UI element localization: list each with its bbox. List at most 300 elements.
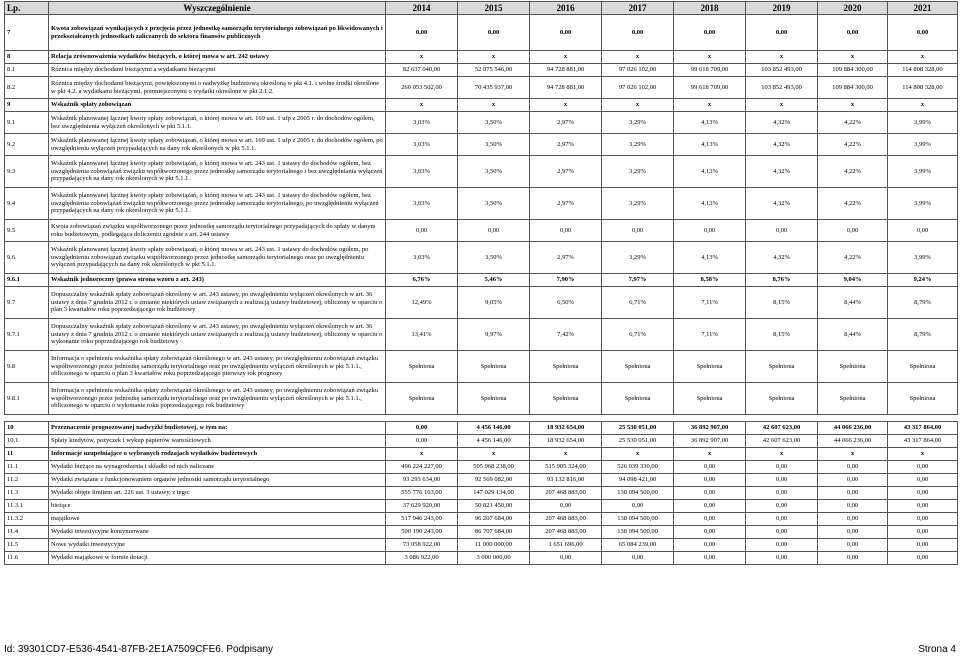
row-value: 4,22% — [818, 242, 888, 274]
row-value: 44 066 236,00 — [818, 435, 888, 448]
table-row — [5, 220, 958, 242]
row-value: 6,50% — [530, 287, 602, 319]
row-lp: 8 — [5, 51, 49, 64]
row-description: Wskaźnik planowanej łącznej kwoty spłaty zobowiązań, o której mowa w art. 243 ust. 1 ustawy do dochodów ogółem, po uwzględnieniu zobowiązań związku współtworzonego przez jednostkę samorządu terytorialnego oraz po uwzględnieniu wyłączeń przypadających na dany rok określonych w pkt 5.1.1. — [49, 242, 386, 274]
row-lp: 9.6 — [5, 242, 49, 274]
row-value: 103 852 493,00 — [746, 77, 818, 99]
row-value: 0,00 — [818, 461, 888, 474]
row-value: 42 607 623,00 — [746, 435, 818, 448]
row-value: 97 026 102,00 — [602, 77, 674, 99]
row-value: Spełniona — [818, 351, 888, 383]
row-value: Spełniona — [602, 351, 674, 383]
row-value: x — [386, 99, 458, 112]
table-row — [5, 435, 958, 448]
table-row — [5, 526, 958, 539]
row-value: 37 629 920,00 — [386, 500, 458, 513]
row-value: Spełniona — [530, 351, 602, 383]
row-description: Wskaźnik planowanej łącznej kwoty spłaty zobowiązań, o której mowa w art. 169 ust. 1 ufp z 2005 r. do dochodów ogółem, po uwzględnieniu wyłączeń przypadających na dany rok określonych w pkt 5.1.1. — [49, 134, 386, 156]
row-lp: 8.1 — [5, 64, 49, 77]
row-value: 3,50% — [458, 134, 530, 156]
row-value: 0,00 — [674, 539, 746, 552]
row-value: 11 000 000,00 — [458, 539, 530, 552]
row-description: Wydatki związane z funkcjonowaniem organów jednostki samorządu terytorialnego — [49, 474, 386, 487]
row-value: 4,13% — [674, 134, 746, 156]
row-description: Wydatki bieżące na wynagrodzenia i składki od nich naliczane — [49, 461, 386, 474]
row-value: 0,00 — [530, 220, 602, 242]
row-value: x — [530, 99, 602, 112]
row-lp: 11.1 — [5, 461, 49, 474]
header-year: 2015 — [458, 2, 530, 15]
table-row — [5, 15, 958, 51]
row-value: 0,00 — [818, 474, 888, 487]
row-value: 3,29% — [602, 156, 674, 188]
row-value: 2,97% — [530, 156, 602, 188]
row-value: 526 039 330,00 — [602, 461, 674, 474]
row-value: 0,00 — [746, 461, 818, 474]
row-value: 0,00 — [530, 15, 602, 51]
row-value: 4,32% — [746, 156, 818, 188]
row-value: 65 084 239,00 — [602, 539, 674, 552]
row-value: x — [458, 99, 530, 112]
row-value: 4,22% — [818, 188, 888, 220]
row-value: 4,13% — [674, 112, 746, 134]
row-value: Spełniona — [888, 351, 958, 383]
header-year: 2017 — [602, 2, 674, 15]
row-value: x — [888, 99, 958, 112]
row-value: 2,97% — [530, 112, 602, 134]
header-lp: Lp. — [5, 2, 49, 15]
row-lp: 9.2 — [5, 134, 49, 156]
row-value: 99 618 709,00 — [674, 77, 746, 99]
row-value: 25 530 051,00 — [602, 422, 674, 435]
row-lp: 9.6.1 — [5, 274, 49, 287]
row-description: Informacja o spełnieniu wskaźnika spłaty zobowiązań określonego w art. 243 ustawy, po uwzględnieniu zobowiązań związku współtworzonego przez jednostkę samorządu terytorialnego oraz po uwzględnieniu wyłączeń określonych w pkt 5.1.1., obliczonego w oparciu o wykonanie roku poprzedzającego rok budżetowy — [49, 383, 386, 415]
row-value: 3,50% — [458, 156, 530, 188]
row-description: Dopuszczalny wskaźnik spłaty zobowiązań określony w art. 243 ustawy, po uwzględnieniu wyłączeń określonych w art. 36 ustawy z dnia 7 grudnia 2012 r. o zmianie niektórych ustaw związanych z realizacją ustawy budżetowej, obliczony w oparciu o plan 3 kwartałów roku poprzedzającego rok budżetowy — [49, 287, 386, 319]
row-value: 3,03% — [386, 156, 458, 188]
row-value: 4,13% — [674, 242, 746, 274]
row-value: Spełniona — [386, 351, 458, 383]
table-row — [5, 448, 958, 461]
row-description: Różnica między dochodami bieżącymi a wydatkami bieżącymi — [49, 64, 386, 77]
row-value: 0,00 — [386, 422, 458, 435]
page-number: Strona 4 — [918, 644, 956, 655]
row-value: 7,90% — [530, 274, 602, 287]
document-id: Id: 39301CD7-E536-4541-87FB-2E1A7509CFE6. Podpisany — [4, 644, 274, 655]
row-description: Wydatki majątkowe w formie dotacji — [49, 552, 386, 565]
row-value: 4 456 146,00 — [458, 422, 530, 435]
row-value: 8,15% — [746, 287, 818, 319]
row-value: x — [818, 51, 888, 64]
row-value: 0,00 — [888, 539, 958, 552]
row-value: Spełniona — [674, 351, 746, 383]
row-value: 4,32% — [746, 242, 818, 274]
row-value: 94 098 421,00 — [602, 474, 674, 487]
row-value: 0,00 — [746, 487, 818, 500]
row-value: 0,00 — [746, 513, 818, 526]
row-lp: 11 — [5, 448, 49, 461]
row-value: 0,00 — [674, 500, 746, 513]
row-lp: 11.3 — [5, 487, 49, 500]
row-value: 86 707 684,00 — [458, 526, 530, 539]
row-value: 0,00 — [530, 552, 602, 565]
row-value: x — [602, 51, 674, 64]
row-description: Kwota zobowiązań związku współtworzonego przez jednostkę samorządu terytorialnego przypadających do spłaty w danym roku budżetowym, podlegająca doliczeniu zgodnie z art. 244 ustawy — [49, 220, 386, 242]
row-value: 496 224 227,00 — [386, 461, 458, 474]
row-value: x — [746, 99, 818, 112]
row-value: 18 932 654,00 — [530, 435, 602, 448]
row-description: Wydatki inwestycyjne kontynuowane — [49, 526, 386, 539]
row-value: 0,00 — [386, 220, 458, 242]
row-value: Spełniona — [674, 383, 746, 415]
row-value: 93 293 634,00 — [386, 474, 458, 487]
row-value: 0,00 — [746, 526, 818, 539]
row-value: 0,00 — [602, 220, 674, 242]
row-value: 0,00 — [818, 526, 888, 539]
row-value: 500 190 243,00 — [386, 526, 458, 539]
row-value: 3,03% — [386, 134, 458, 156]
row-value: 13,41% — [386, 319, 458, 351]
row-value: 0,00 — [888, 526, 958, 539]
row-value: x — [530, 51, 602, 64]
row-value: 0,00 — [818, 15, 888, 51]
row-value: Spełniona — [888, 383, 958, 415]
row-value: 9,04% — [818, 274, 888, 287]
table-row — [5, 77, 958, 99]
row-value: 4,13% — [674, 188, 746, 220]
row-value: 505 968 238,00 — [458, 461, 530, 474]
row-value: 5,46% — [458, 274, 530, 287]
row-value: x — [818, 448, 888, 461]
row-value: x — [386, 448, 458, 461]
row-value: 0,00 — [888, 15, 958, 51]
row-value: 3,99% — [888, 242, 958, 274]
row-value: 114 808 328,00 — [888, 77, 958, 99]
row-lp: 9.4 — [5, 188, 49, 220]
row-value: 82 637 040,00 — [386, 64, 458, 77]
row-value: 114 808 328,00 — [888, 64, 958, 77]
row-value: 0,00 — [674, 474, 746, 487]
row-value: 96 207 684,00 — [458, 513, 530, 526]
row-value: 1 651 696,00 — [530, 539, 602, 552]
row-value: Spełniona — [818, 383, 888, 415]
row-value: 517 946 243,00 — [386, 513, 458, 526]
row-value: Spełniona — [386, 383, 458, 415]
row-value: x — [888, 448, 958, 461]
row-value: 109 884 300,00 — [818, 77, 888, 99]
row-value: x — [674, 51, 746, 64]
row-description: Wskaźnik planowanej łącznej kwoty spłaty zobowiązań, o której mowa w art. 243 ust. 1 ustawy do dochodów ogółem, bez uwzględnienia zobowiązań związku współtworzonego przez jednostkę samorządu terytorialnego, po uwzględnieniu wyłączeń przypadających na dany rok określonych w pkt 5.1.1. — [49, 188, 386, 220]
row-value: 50 821 450,00 — [458, 500, 530, 513]
row-lp: 11.5 — [5, 539, 49, 552]
row-value: 0,00 — [746, 474, 818, 487]
row-value: 3,03% — [386, 242, 458, 274]
row-value: 0,00 — [888, 513, 958, 526]
table-row — [5, 422, 958, 435]
row-value: 6,71% — [602, 287, 674, 319]
table-row — [5, 474, 958, 487]
table-row — [5, 64, 958, 77]
table-row — [5, 242, 958, 274]
row-value: x — [746, 51, 818, 64]
row-value: 0,00 — [818, 552, 888, 565]
row-value: x — [602, 99, 674, 112]
row-description: bieżące — [49, 500, 386, 513]
row-value: 3,03% — [386, 112, 458, 134]
row-value: 8,76% — [746, 274, 818, 287]
row-value: 0,00 — [818, 487, 888, 500]
row-value: 6,71% — [602, 319, 674, 351]
row-value: 0,00 — [888, 461, 958, 474]
row-value: 93 132 816,00 — [530, 474, 602, 487]
row-lp: 10.1 — [5, 435, 49, 448]
row-description: Wskaźnik jednoroczny (prawa strona wzoru z art. 243) — [49, 274, 386, 287]
table-row — [5, 461, 958, 474]
row-value: x — [674, 448, 746, 461]
row-value: 7,11% — [674, 319, 746, 351]
row-lp: 9.8 — [5, 351, 49, 383]
row-value: 6,76% — [386, 274, 458, 287]
row-value: 0,00 — [746, 15, 818, 51]
row-value: 3,29% — [602, 242, 674, 274]
row-value: 4,13% — [674, 156, 746, 188]
row-value: Spełniona — [530, 383, 602, 415]
table-row — [5, 274, 958, 287]
row-value: 3,99% — [888, 134, 958, 156]
row-value: 4,22% — [818, 156, 888, 188]
row-value: 70 435 937,00 — [458, 77, 530, 99]
row-value: 8,79% — [888, 287, 958, 319]
row-value: 2,97% — [530, 134, 602, 156]
row-value: x — [888, 51, 958, 64]
row-description: Wydatki objęte limitem art. 226 ust. 3 ustawy, z tego: — [49, 487, 386, 500]
row-value: 8,79% — [888, 319, 958, 351]
row-value: 36 892 907,00 — [674, 422, 746, 435]
table-row — [5, 383, 958, 415]
row-value: 147 029 134,00 — [458, 487, 530, 500]
row-lp: 9.7.1 — [5, 319, 49, 351]
row-value: 18 932 654,00 — [530, 422, 602, 435]
row-value: x — [602, 448, 674, 461]
row-value: 138 094 500,00 — [602, 526, 674, 539]
row-value: 0,00 — [746, 500, 818, 513]
row-value: 0,00 — [386, 15, 458, 51]
row-value: 4,32% — [746, 188, 818, 220]
row-value: 138 094 500,00 — [602, 513, 674, 526]
row-value: x — [458, 448, 530, 461]
row-value: 0,00 — [602, 552, 674, 565]
row-value: 103 852 493,00 — [746, 64, 818, 77]
row-value: 0,00 — [674, 552, 746, 565]
table-row — [5, 112, 958, 134]
row-description: majątkowe — [49, 513, 386, 526]
table-row — [5, 156, 958, 188]
row-value: 0,00 — [746, 539, 818, 552]
row-description: Nowe wydatki inwestycyjne — [49, 539, 386, 552]
row-value: 0,00 — [458, 15, 530, 51]
row-value: 0,00 — [530, 500, 602, 513]
row-value: 43 317 864,00 — [888, 435, 958, 448]
row-value: 94 728 881,00 — [530, 64, 602, 77]
row-value: Spełniona — [458, 383, 530, 415]
table-row — [5, 188, 958, 220]
row-value: 8,15% — [746, 319, 818, 351]
row-description: Wskaźnik spłaty zobowiązań — [49, 99, 386, 112]
row-description: Różnica między dochodami bieżącymi, powiększonymi o nadwyżkę budżetową określoną w pkt 4.1. i wolne środki określone w pkt 4.2. a wydatkami bieżącymi, pomniejszonymi o wydatki określone w pkt 2.1.2. — [49, 77, 386, 99]
row-value: 207 468 883,00 — [530, 526, 602, 539]
header-year: 2020 — [818, 2, 888, 15]
row-value: 207 468 883,00 — [530, 487, 602, 500]
row-lp: 11.3.2 — [5, 513, 49, 526]
row-lp: 9.3 — [5, 156, 49, 188]
row-value: 0,00 — [818, 500, 888, 513]
row-value: 260 053 502,00 — [386, 77, 458, 99]
row-value: 3,50% — [458, 188, 530, 220]
row-description: Informacje uzupełniające o wybranych rodzajach wydatków budżetowych — [49, 448, 386, 461]
row-value: 0,00 — [818, 513, 888, 526]
row-value: 97 026 102,00 — [602, 64, 674, 77]
row-value: Spełniona — [746, 383, 818, 415]
row-value: 44 066 236,00 — [818, 422, 888, 435]
row-value: 7,97% — [602, 274, 674, 287]
row-description: Dopuszczalny wskaźnik spłaty zobowiązań określony w art. 243 ustawy, po uwzględnieniu wyłączeń określonych w art. 36 ustawy z dnia 7 grudnia 2012 r. o zmianie niektórych ustaw związanych z realizacją ustawy budżetowej, obliczony w oparciu o wykonanie roku poprzedzającego rok budżetowy — [49, 319, 386, 351]
header-year: 2014 — [386, 2, 458, 15]
row-lp: 11.4 — [5, 526, 49, 539]
row-value: Spełniona — [602, 383, 674, 415]
row-value: 0,00 — [674, 487, 746, 500]
row-value: x — [386, 51, 458, 64]
table-row — [5, 99, 958, 112]
table-row — [5, 319, 958, 351]
row-value: 0,00 — [888, 552, 958, 565]
row-value: x — [818, 99, 888, 112]
row-lp: 9 — [5, 99, 49, 112]
row-value: 0,00 — [818, 539, 888, 552]
row-value: 0,00 — [674, 220, 746, 242]
row-value: 92 569 082,00 — [458, 474, 530, 487]
row-value: 0,00 — [674, 15, 746, 51]
row-value: 43 317 864,00 — [888, 422, 958, 435]
row-value: x — [530, 448, 602, 461]
row-value: 207 468 883,00 — [530, 513, 602, 526]
row-value: x — [458, 51, 530, 64]
row-value: 3,29% — [602, 134, 674, 156]
row-value: 7,42% — [530, 319, 602, 351]
row-lp: 10 — [5, 422, 49, 435]
row-value: 138 094 500,00 — [602, 487, 674, 500]
row-value: 3 000 000,00 — [458, 552, 530, 565]
row-value: 3,29% — [602, 112, 674, 134]
row-value: 0,00 — [888, 474, 958, 487]
table-row — [5, 487, 958, 500]
row-value: 0,00 — [602, 500, 674, 513]
row-value: 7,11% — [674, 287, 746, 319]
row-value: 0,00 — [818, 220, 888, 242]
row-value: 4,22% — [818, 134, 888, 156]
row-value: 9,97% — [458, 319, 530, 351]
row-value: 3,29% — [602, 188, 674, 220]
row-value: 8,58% — [674, 274, 746, 287]
row-value: 8,44% — [818, 287, 888, 319]
row-value: 4,32% — [746, 134, 818, 156]
table-row — [5, 134, 958, 156]
table-row — [5, 351, 958, 383]
row-lp: 11.6 — [5, 552, 49, 565]
row-value: 0,00 — [458, 220, 530, 242]
row-description: Wskaźnik planowanej łącznej kwoty spłaty zobowiązań, o której mowa w art. 243 ust. 1 ustawy do dochodów ogółem, bez uwzględnienia zobowiązań związku współtworzonego przez jednostkę samorządu terytorialnego i bez uwzględniania wyłączeń przypadających na dany rok określonych w pkt 5.1.1. — [49, 156, 386, 188]
row-value: Spełniona — [746, 351, 818, 383]
row-lp: 7 — [5, 15, 49, 51]
row-value: 94 728 881,00 — [530, 77, 602, 99]
row-value: 3,99% — [888, 188, 958, 220]
section-gap — [5, 415, 958, 422]
row-lp: 11.2 — [5, 474, 49, 487]
table-row — [5, 500, 958, 513]
row-value: 0,00 — [386, 435, 458, 448]
row-value: 3,50% — [458, 112, 530, 134]
header-year: 2019 — [746, 2, 818, 15]
row-value: 0,00 — [888, 220, 958, 242]
row-value: 4,32% — [746, 112, 818, 134]
row-value: 0,00 — [746, 552, 818, 565]
row-value: 9,05% — [458, 287, 530, 319]
row-description: Spłaty kredytów, pożyczek i wykup papierów wartościowych — [49, 435, 386, 448]
table-row — [5, 51, 958, 64]
row-lp: 8.2 — [5, 77, 49, 99]
wpf-table — [4, 1, 958, 565]
table-row — [5, 552, 958, 565]
row-value: 0,00 — [746, 220, 818, 242]
table-row — [5, 513, 958, 526]
row-description: Wskaźnik planowanej łącznej kwoty spłaty zobowiązań, o której mowa w art. 169 ust. 1 ufp z 2005 r. do dochodów ogółem, bez uwzględnienia wyłączeń określonych w pkt 5.1.1. — [49, 112, 386, 134]
row-value: 12,49% — [386, 287, 458, 319]
row-value: 8,44% — [818, 319, 888, 351]
row-value: 0,00 — [888, 487, 958, 500]
row-description: Relacja zrównoważenia wydatków bieżących, o której mowa w art. 242 ustawy — [49, 51, 386, 64]
header-year: 2021 — [888, 2, 958, 15]
row-value: 0,00 — [674, 513, 746, 526]
row-value: 99 618 709,00 — [674, 64, 746, 77]
row-lp: 9.5 — [5, 220, 49, 242]
row-value: 4,22% — [818, 112, 888, 134]
row-value: 3 086 922,00 — [386, 552, 458, 565]
table-row — [5, 287, 958, 319]
row-value: 52 075 546,00 — [458, 64, 530, 77]
row-value: 2,97% — [530, 188, 602, 220]
row-value: 515 905 324,00 — [530, 461, 602, 474]
table-row — [5, 539, 958, 552]
header-year: 2018 — [674, 2, 746, 15]
header-year: 2016 — [530, 2, 602, 15]
row-value: 42 607 623,00 — [746, 422, 818, 435]
row-value: 109 884 300,00 — [818, 64, 888, 77]
header-title: Wyszczególnienie — [49, 2, 386, 15]
row-value: x — [674, 99, 746, 112]
row-value: 73 058 922,00 — [386, 539, 458, 552]
row-value: 25 530 051,00 — [602, 435, 674, 448]
row-value: 0,00 — [674, 461, 746, 474]
row-value: 3,99% — [888, 112, 958, 134]
row-value: x — [746, 448, 818, 461]
row-lp: 9.8.1 — [5, 383, 49, 415]
row-value: 0,00 — [674, 526, 746, 539]
row-value: 3,99% — [888, 156, 958, 188]
row-description: Kwota zobowiązań wynikających z przejęcia przez jednostkę samorządu terytorialnego zobowiązań po likwidowanych i przekształcanych jednostkach zaliczanych do sektora finansów publicznych — [49, 15, 386, 51]
row-lp: 9.7 — [5, 287, 49, 319]
row-description: Informacja o spełnieniu wskaźnika spłaty zobowiązań określonego w art. 243 ustawy, po uwzględnieniu zobowiązań związku współtworzonego przez jednostkę samorządu terytorialnego oraz po uwzględnieniu wyłączeń określonych w pkt 5.1.1., obliczonego w oparciu o plan 3 kwartałów roku poprzedzającego pierwszy rok prognozy — [49, 351, 386, 383]
row-value: 555 776 163,00 — [386, 487, 458, 500]
row-value: 3,50% — [458, 242, 530, 274]
